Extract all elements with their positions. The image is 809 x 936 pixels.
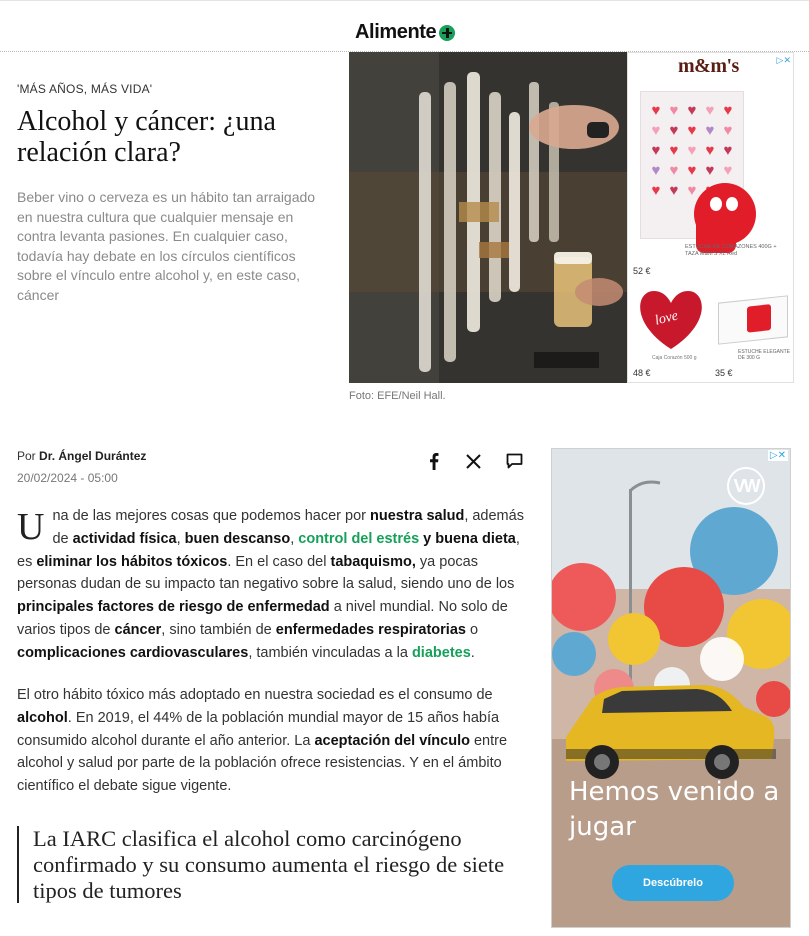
text: , es xyxy=(17,530,520,570)
comment-icon xyxy=(506,453,523,469)
text: ya pocas personas dudan de su impacto tan negativo sobre la salud, siendo uno de los xyxy=(17,553,515,593)
bold-text: alcohol xyxy=(17,709,68,726)
bold-text: tabaquismo, xyxy=(330,553,416,570)
author-name[interactable]: Dr. Ángel Durántez xyxy=(39,449,147,463)
product-description: Caja Corazón 500 g xyxy=(652,355,697,361)
facebook-icon xyxy=(429,453,439,470)
article-paragraph xyxy=(17,505,530,665)
heart-pattern: ♥ ♥ ♥ ♥ ♥ ♥ ♥ ♥ ♥ ♥ ♥ ♥ ♥ ♥ ♥ ♥ ♥ ♥ ♥ ♥ ♥ ♥ ♥ xyxy=(651,102,733,199)
x-icon xyxy=(466,454,481,469)
comments-button[interactable] xyxy=(502,449,526,473)
product-price: 48 € xyxy=(633,368,651,378)
hero-photo-beer-taps xyxy=(349,52,627,383)
bold-text: aceptación del vínculo xyxy=(314,732,470,749)
mm-advertisement[interactable] xyxy=(627,52,794,383)
product-description: ESTUCHE DE CORAZONES 400G + TAZA M&M'S XL Red xyxy=(685,244,777,257)
text: . En 2019, el 44% de la población mundial mayor de 15 años había consumido alcohol durante el año anterior. La xyxy=(17,709,500,749)
text: na de las mejores cosas que podemos hacer por xyxy=(52,508,371,524)
elegant-box-product xyxy=(718,295,788,344)
love-text: love xyxy=(653,308,680,329)
text: . En el caso del xyxy=(227,553,331,570)
text: , además de xyxy=(52,508,524,547)
bold-text: buena dieta xyxy=(435,530,516,547)
facebook-share-button[interactable] xyxy=(422,449,446,473)
pull-quote: La IARC clasifica el alcohol como carcinógeno confirmado y su consumo aumenta el riesgo de siete tipos de tumores xyxy=(17,826,527,903)
bold-text: complicaciones cardiovasculares xyxy=(17,644,249,661)
text: , xyxy=(176,530,185,547)
vw-logo: VW xyxy=(727,467,765,505)
bold-text: nuestra salud xyxy=(370,508,465,524)
article-kicker: 'MÁS AÑOS, MÁS VIDA' xyxy=(17,82,153,96)
link-control-estres[interactable]: control del estrés xyxy=(298,530,420,547)
text: , también vinculadas a la xyxy=(248,644,412,661)
text: , sino también de xyxy=(161,621,276,638)
photo-caption: Foto: EFE/Neil Hall. xyxy=(349,390,446,402)
text: o xyxy=(465,621,479,638)
site-header xyxy=(0,0,809,52)
text: entre alcohol y salud por parte de la población ofrece resistencias. Y en el ámbito científico el debate sigue vigente. xyxy=(17,732,508,795)
text: . xyxy=(470,644,475,661)
discover-button[interactable]: Descúbrelo xyxy=(612,865,734,901)
publish-date: 20/02/2024 - 05:00 xyxy=(17,471,118,485)
product-price: 52 € xyxy=(633,266,651,276)
ad-slogan: Hemos venido a jugar xyxy=(569,777,780,842)
site-logo[interactable] xyxy=(355,21,455,44)
adchoices-icon[interactable]: ▷✕ xyxy=(769,450,786,461)
vw-ad-scene xyxy=(552,449,791,928)
byline xyxy=(17,449,146,463)
link-diabetes[interactable]: diabetes xyxy=(411,644,471,661)
text: a nivel mundial. No solo de varios tipos de xyxy=(17,599,508,638)
text: El otro hábito tóxico más adoptado en nuestra sociedad es el consumo de xyxy=(17,687,493,703)
bold-text: principales factores de riesgo de enfermedad xyxy=(17,599,330,616)
bold-text: actividad física xyxy=(72,530,177,547)
plus-icon xyxy=(439,25,455,41)
adchoices-icon[interactable]: ▷✕ xyxy=(776,55,791,65)
logo-text: Alimente xyxy=(355,21,437,43)
article-title: Alcohol y cáncer: ¿una relación clara? xyxy=(17,106,276,168)
x-share-button[interactable] xyxy=(461,449,485,473)
product-description: ESTUCHE ELEGANTE DE 300 G xyxy=(738,349,790,361)
product-price: 35 € xyxy=(715,368,733,378)
mm-logo: m&m's xyxy=(678,55,739,77)
bold-text: buen descanso xyxy=(184,530,291,547)
article-paragraph xyxy=(17,684,530,798)
bold-text: enfermedades respiratorias xyxy=(275,621,466,638)
dropcap: U xyxy=(17,506,45,548)
text: , xyxy=(290,530,299,547)
byline-prefix: Por xyxy=(17,449,36,463)
article-standfirst: Beber vino o cerveza es un hábito tan arraigado en nuestra cultura que cualquier mensaje en contra levanta pasiones. En cualquier caso, todavía hay debate en los círculos científicos sobre el vínculo entre alcohol y, en este caso, cáncer xyxy=(17,189,316,303)
bold-text: cáncer xyxy=(114,621,162,638)
vw-advertisement[interactable] xyxy=(551,448,791,928)
bold-text: eliminar los hábitos tóxicos xyxy=(36,553,228,570)
bold-text: y xyxy=(419,530,436,547)
